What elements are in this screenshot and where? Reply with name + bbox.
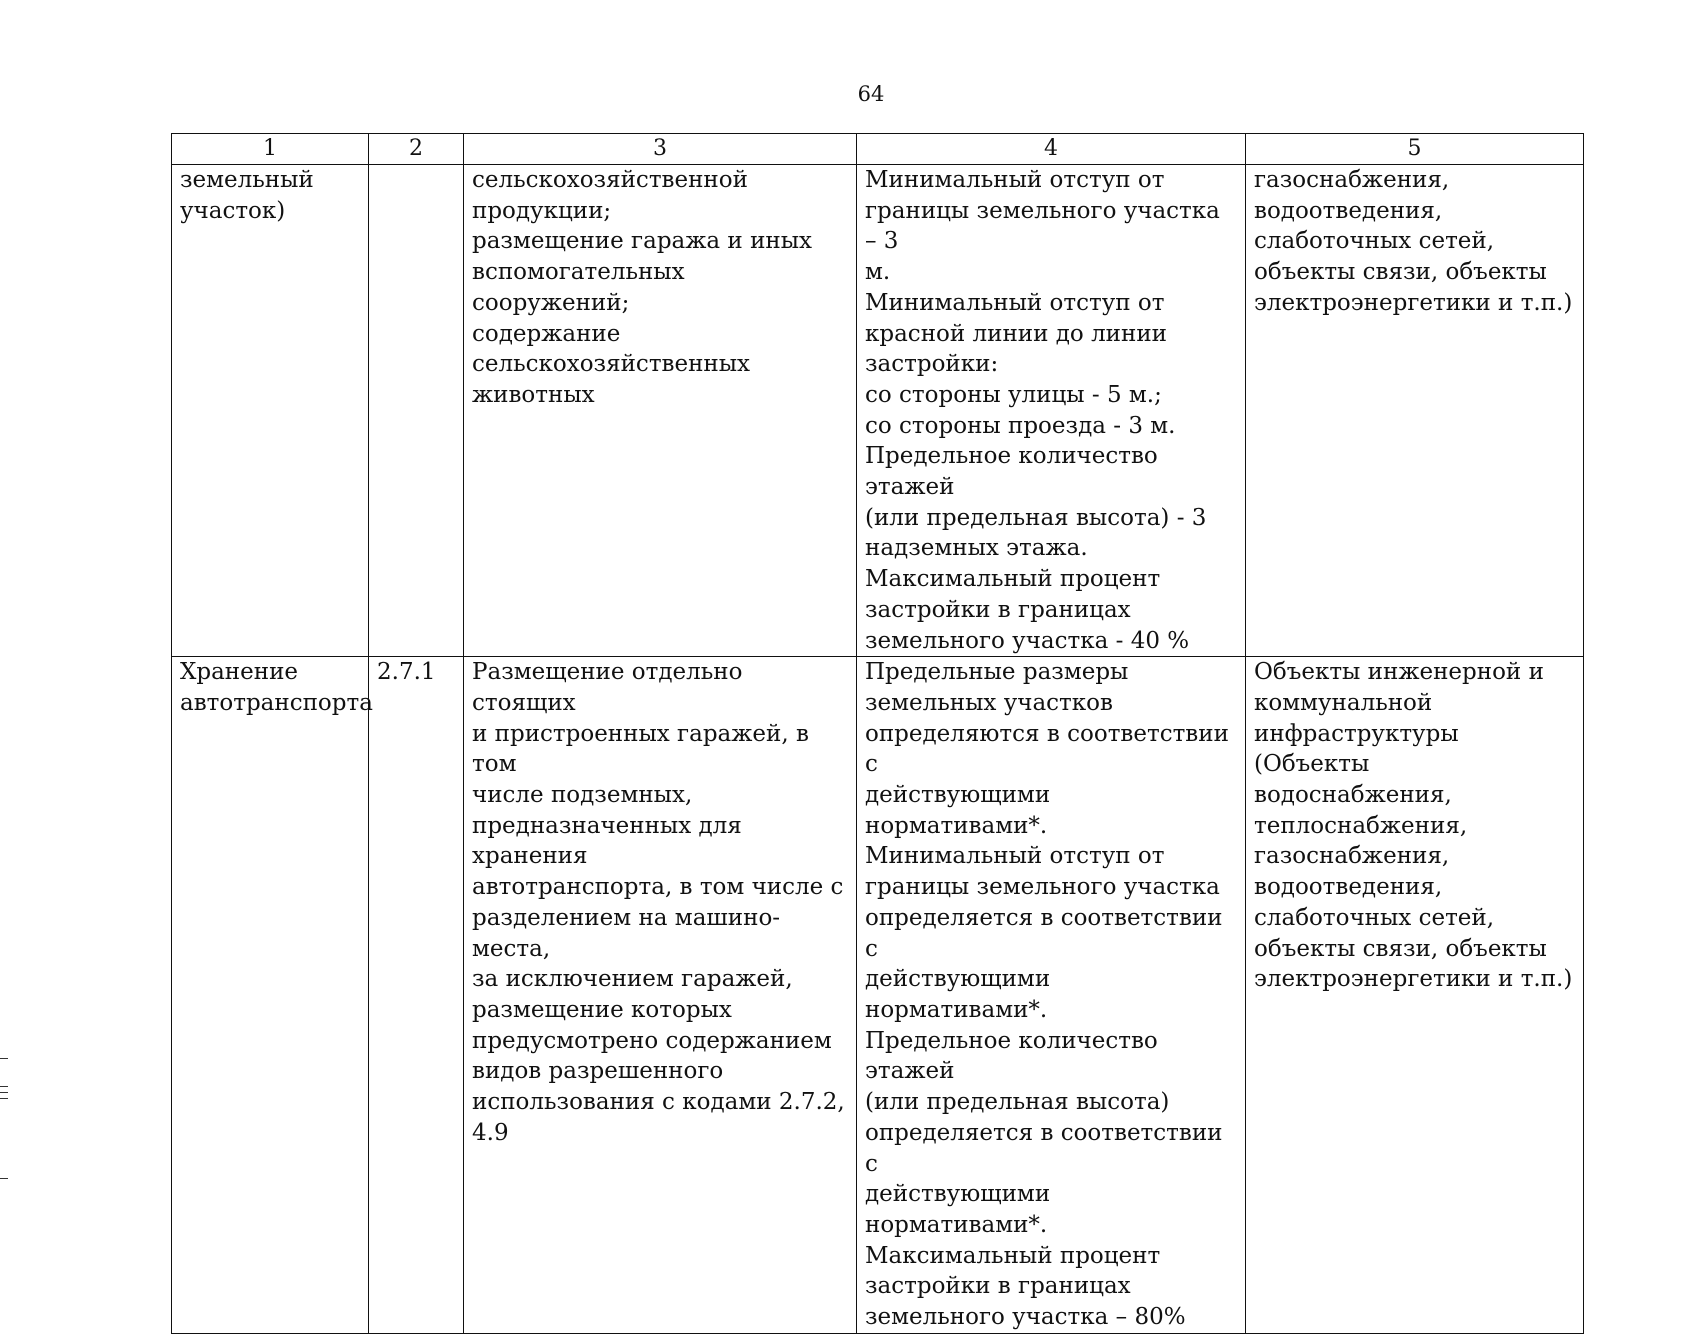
margin-mark bbox=[0, 1092, 8, 1093]
use-type-name: земельный участок) bbox=[180, 167, 314, 224]
infrastructure-objects: газоснабжения, водоотведения, слаботочных сетей, объекты связи, объекты электроэнергетики и т.п.) bbox=[1254, 167, 1573, 316]
table-cell bbox=[464, 657, 857, 1333]
building-parameters: Предельные размеры земельных участков определяются в соответствии с действующими нормативами*. Минимальный отступ от границы земельного участка определяется в соответствии с действующими нормативами*. Предельное количество этажей (или предельная высота) определяется в соответствии с действующими нормативами*. Максимальный процент застройки в границах земельного участка – 80% bbox=[865, 659, 1229, 1331]
use-code: 2.7.1 bbox=[377, 659, 436, 686]
table-cell bbox=[1246, 165, 1584, 657]
table-header-row bbox=[172, 134, 1584, 165]
table-row bbox=[172, 165, 1584, 657]
building-parameters: Минимальный отступ от границы земельного участка – 3 м. Минимальный отступ от красной линии до линии застройки: со стороны улицы - 5 м.; со стороны проезда - 3 м. Предельное количество этажей (или предельная высота) - 3 надземных этажа. Максимальный процент застройки в границах земельного участка - 40 % bbox=[865, 167, 1220, 654]
infrastructure-objects: Объекты инженерной и коммунальной инфраструктуры (Объекты водоснабжения, теплоснабжения, газоснабжения, водоотведения, слаботочных сетей, объекты связи, объекты электроэнергетики и т.п.) bbox=[1254, 659, 1573, 993]
column-header: 3 bbox=[464, 134, 857, 165]
column-header: 4 bbox=[857, 134, 1246, 165]
page-number: 64 bbox=[857, 82, 885, 106]
table-row bbox=[172, 657, 1584, 1333]
use-description: Размещение отдельно стоящих и пристроенных гаражей, в том числе подземных, предназначенных для хранения автотранспорта, в том числе с разделением на машино-места, за исключением гаражей, размещение которых предусмотрено содержанием видов разрешенного использования с кодами 2.7.2, 4.9 bbox=[472, 659, 845, 1146]
column-header: 1 bbox=[172, 134, 369, 165]
table-cell bbox=[369, 657, 464, 1333]
margin-mark bbox=[0, 1178, 8, 1179]
table-cell bbox=[172, 657, 373, 1333]
use-type-name: Хранение автотранспорта bbox=[180, 659, 373, 716]
use-description: сельскохозяйственной продукции; размещение гаража и иных вспомогательных сооружений; содержание сельскохозяйственных животных bbox=[472, 167, 813, 408]
column-header: 5 bbox=[1246, 134, 1584, 165]
table-cell bbox=[857, 165, 1246, 657]
regulations-table bbox=[171, 133, 1584, 1334]
column-header: 2 bbox=[369, 134, 464, 165]
table-cell bbox=[464, 165, 857, 657]
table-cell bbox=[1246, 657, 1584, 1333]
table-cell bbox=[369, 165, 464, 657]
margin-mark bbox=[0, 1098, 8, 1099]
table-cell bbox=[857, 657, 1246, 1333]
table-cell bbox=[172, 165, 369, 657]
margin-mark bbox=[0, 1086, 8, 1087]
margin-mark bbox=[0, 1058, 8, 1059]
